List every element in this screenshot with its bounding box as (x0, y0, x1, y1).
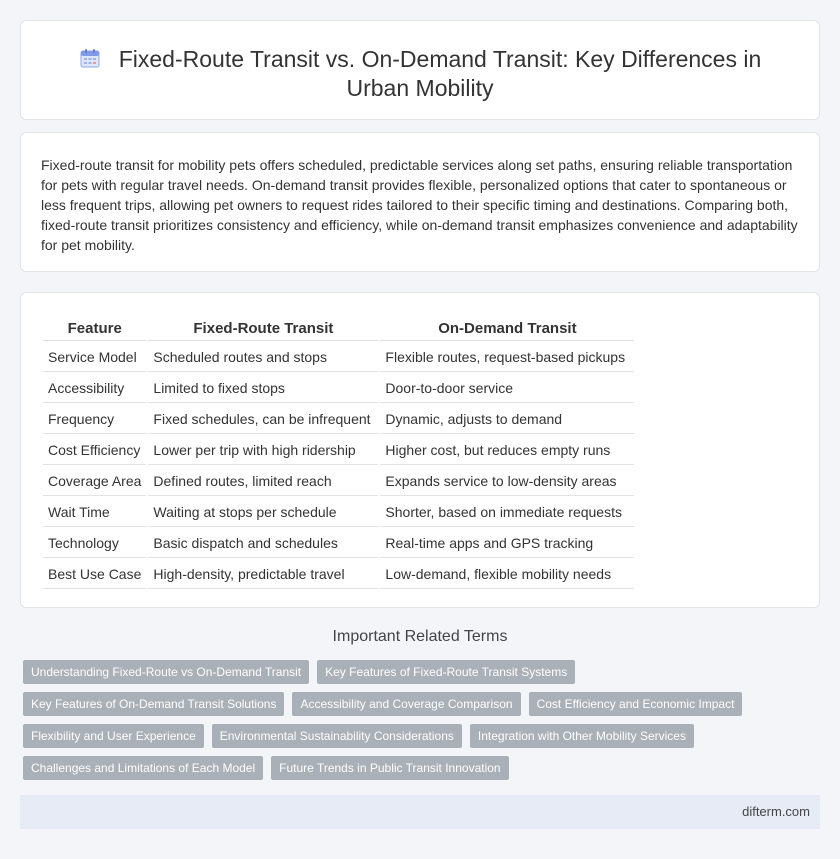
footer-bar (20, 795, 820, 829)
comparison-table (41, 315, 636, 591)
table-row (43, 560, 634, 589)
col-header-fixed-route: Fixed-Route Transit (148, 317, 378, 341)
calendar-icon (79, 47, 101, 69)
cell-feature: Cost Efficiency (43, 436, 146, 465)
cell-on-demand: Higher cost, but reduces empty runs (380, 436, 634, 465)
table-row (43, 467, 634, 496)
intro-paragraph: Fixed-route transit for mobility pets offers scheduled, predictable services along set paths, ensuring reliable transportation for pets with regular travel needs. On-demand transit provides flexible, personalized options that cater to spontaneous or less frequent trips, allowing pet owners to request rides tailored to their specific timing and destinations. Comparing both, fixed-route transit prioritizes consistency and efficiency, while on-demand transit emphasizes convenience and adaptability for pet mobility. (41, 157, 798, 253)
title-line-1: Fixed-Route Transit vs. On-Demand Transit: Key Differences in (118, 46, 762, 72)
table-row (43, 405, 634, 434)
related-term-tag[interactable]: Key Features of Fixed-Route Transit Systems (317, 660, 575, 684)
title-line-2: Urban Mobility (346, 75, 494, 101)
cell-fixed-route: Defined routes, limited reach (148, 467, 378, 496)
tag-row (23, 660, 803, 684)
related-term-tag[interactable]: Future Trends in Public Transit Innovation (271, 756, 508, 780)
col-header-feature: Feature (43, 317, 146, 341)
related-term-tag[interactable]: Flexibility and User Experience (23, 724, 204, 748)
table-row (43, 498, 634, 527)
cell-feature: Wait Time (43, 498, 146, 527)
cell-feature: Service Model (43, 343, 146, 372)
cell-on-demand: Low-demand, flexible mobility needs (380, 560, 634, 589)
page-title (21, 45, 819, 103)
col-header-on-demand: On-Demand Transit (380, 317, 634, 341)
table-row (43, 436, 634, 465)
tag-row (23, 724, 803, 748)
cell-feature: Frequency (43, 405, 146, 434)
table-header-row (43, 317, 634, 341)
table-row (43, 374, 634, 403)
related-term-tag[interactable]: Environmental Sustainability Considerations (212, 724, 462, 748)
related-terms-list (23, 660, 803, 788)
cell-fixed-route: Fixed schedules, can be infrequent (148, 405, 378, 434)
table-row (43, 343, 634, 372)
cell-on-demand: Flexible routes, request-based pickups (380, 343, 634, 372)
cell-fixed-route: Lower per trip with high ridership (148, 436, 378, 465)
cell-fixed-route: Waiting at stops per schedule (148, 498, 378, 527)
cell-on-demand: Door-to-door service (380, 374, 634, 403)
cell-feature: Technology (43, 529, 146, 558)
cell-feature: Coverage Area (43, 467, 146, 496)
footer-site-link[interactable]: difterm.com (742, 804, 810, 819)
table-row (43, 529, 634, 558)
cell-fixed-route: Basic dispatch and schedules (148, 529, 378, 558)
cell-feature: Best Use Case (43, 560, 146, 589)
cell-fixed-route: Limited to fixed stops (148, 374, 378, 403)
related-terms-heading: Important Related Terms (332, 628, 508, 645)
tag-row (23, 756, 803, 780)
comparison-card (20, 292, 820, 608)
related-term-tag[interactable]: Accessibility and Coverage Comparison (292, 692, 520, 716)
cell-on-demand: Shorter, based on immediate requests (380, 498, 634, 527)
related-term-tag[interactable]: Integration with Other Mobility Services (470, 724, 694, 748)
related-term-tag[interactable]: Challenges and Limitations of Each Model (23, 756, 263, 780)
related-term-tag[interactable]: Key Features of On-Demand Transit Solutions (23, 692, 284, 716)
cell-feature: Accessibility (43, 374, 146, 403)
related-term-tag[interactable]: Understanding Fixed-Route vs On-Demand Transit (23, 660, 309, 684)
cell-on-demand: Expands service to low-density areas (380, 467, 634, 496)
cell-fixed-route: Scheduled routes and stops (148, 343, 378, 372)
cell-on-demand: Real-time apps and GPS tracking (380, 529, 634, 558)
header-card (20, 20, 820, 120)
cell-on-demand: Dynamic, adjusts to demand (380, 405, 634, 434)
cell-fixed-route: High-density, predictable travel (148, 560, 378, 589)
related-term-tag[interactable]: Cost Efficiency and Economic Impact (529, 692, 743, 716)
tag-row (23, 692, 803, 716)
intro-card (20, 132, 820, 272)
